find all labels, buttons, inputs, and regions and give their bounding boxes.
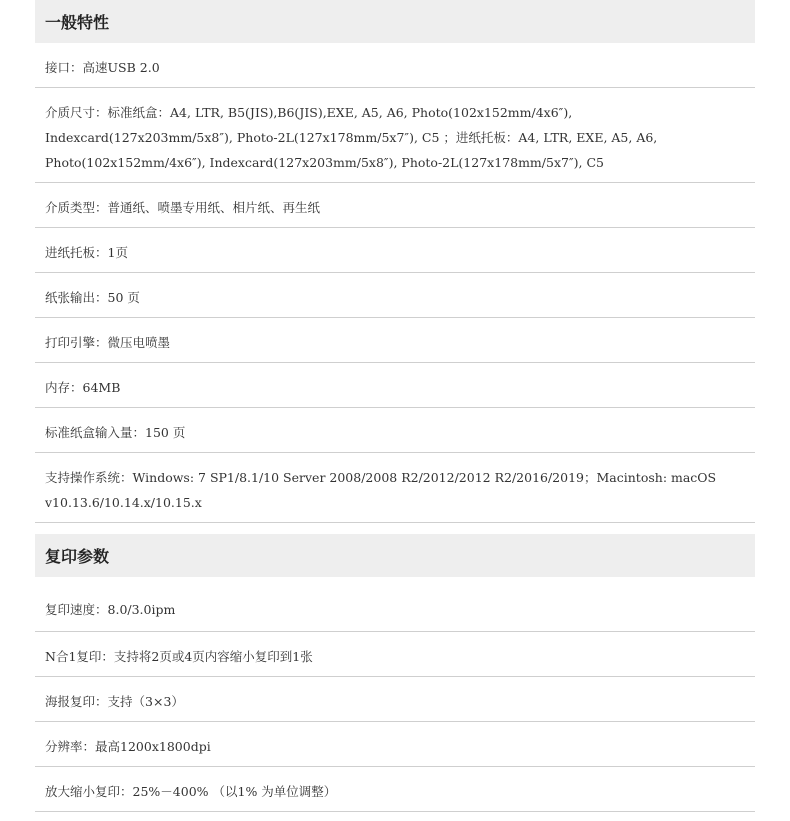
spec-value: 64MB <box>82 380 121 395</box>
spec-label: 接口： <box>45 60 83 75</box>
spec-list-copy <box>35 577 755 812</box>
spec-value: 微压电喷墨 <box>107 335 171 350</box>
spec-label: 纸张输出： <box>45 290 108 305</box>
spec-row-feed-tray <box>35 228 755 273</box>
spec-row-paper-output <box>35 273 755 318</box>
spec-row-input-capacity <box>35 408 755 453</box>
spec-value-line: v10.13.6/10.14.x/10.15.x <box>45 495 202 510</box>
spec-value: 50 页 <box>107 290 140 305</box>
spec-value-line: Windows: 7 SP1/8.1/10 Server 2008/2008 R2/2012/2012 R2/2016/2019；Macintosh: macOS <box>132 470 717 485</box>
spec-label: 介质尺寸： <box>45 105 108 120</box>
spec-label: 放大缩小复印： <box>45 784 133 799</box>
spec-value: 8.0/3.0ipm <box>107 602 176 617</box>
spec-row-os-support <box>35 453 755 523</box>
spec-label: 介质类型： <box>45 200 108 215</box>
spec-label: 复印速度： <box>45 602 108 617</box>
spec-value: 1页 <box>107 245 128 260</box>
spec-row-poster-copy <box>35 677 755 722</box>
spec-row-copy-speed <box>35 577 755 632</box>
spec-row-media-size <box>35 88 755 183</box>
spec-row-zoom-copy <box>35 767 755 812</box>
spec-label: 进纸托板： <box>45 245 108 260</box>
spec-row-n-in-1 <box>35 632 755 677</box>
section-title-general: 一般特性 <box>35 0 755 43</box>
spec-value-line: Photo(102x152mm/4x6″), Indexcard(127x203mm/5x8″), Photo-2L(127x178mm/5x7″), C5 <box>45 155 604 170</box>
spec-value: 支持将2页或4页内容缩小复印到1张 <box>113 649 313 664</box>
spec-value: 150 页 <box>145 425 186 440</box>
spec-label: 内存： <box>45 380 83 395</box>
spec-label: 分辨率： <box>45 739 96 754</box>
spec-value-line: Indexcard(127x203mm/5x8″), Photo-2L(127x178mm/5x7″), C5 ；进纸托板：A4, LTR, EXE, A5, A6, <box>45 130 658 145</box>
spec-row-print-engine <box>35 318 755 363</box>
spec-value: 支持（3×3） <box>107 694 184 709</box>
spec-label: 打印引擎： <box>45 335 108 350</box>
spec-label: 支持操作系统： <box>45 470 133 485</box>
spec-value: 25%－400% （以1% 为单位调整） <box>132 784 337 799</box>
spec-value: 高速USB 2.0 <box>82 60 160 75</box>
spec-value: 最高1200x1800dpi <box>95 739 211 754</box>
spec-row-memory <box>35 363 755 408</box>
section-gap <box>35 523 755 534</box>
spec-label: N合1复印： <box>45 649 114 664</box>
spec-value-line: 标准纸盒：A4, LTR, B5(JIS),B6(JIS),EXE, A5, A6, Photo(102x152mm/4x6″), <box>107 105 573 120</box>
spec-page <box>35 0 755 812</box>
spec-label: 标准纸盒输入量： <box>45 425 146 440</box>
spec-label: 海报复印： <box>45 694 108 709</box>
spec-value: 普通纸、喷墨专用纸、相片纸、再生纸 <box>107 200 321 215</box>
spec-row-interface <box>35 43 755 88</box>
section-title-copy: 复印参数 <box>35 534 755 577</box>
spec-row-media-type <box>35 183 755 228</box>
spec-list-general <box>35 43 755 523</box>
spec-row-resolution <box>35 722 755 767</box>
